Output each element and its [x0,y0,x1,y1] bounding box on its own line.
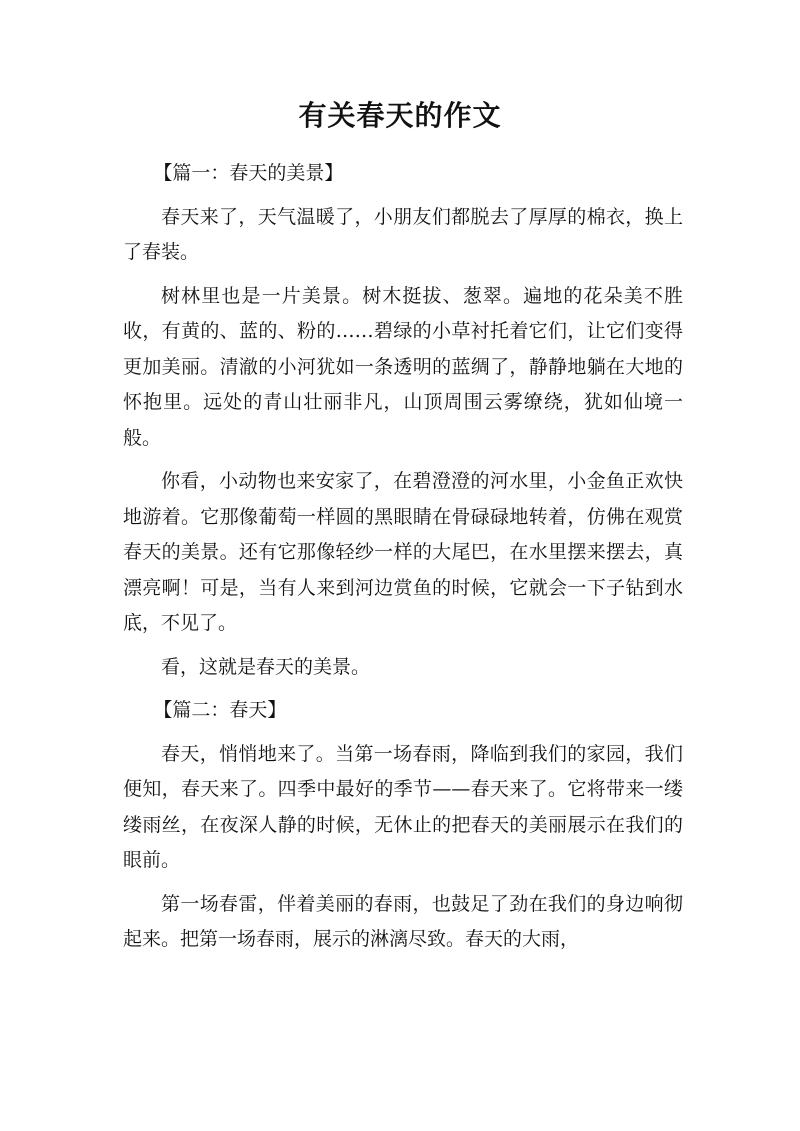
paragraph: 树林里也是一片美景。树木挺拔、葱翠。遍地的花朵美不胜收，有黄的、蓝的、粉的……碧绿的小草衬托着它们，让它们变得更加美丽。清澈的小河犹如一条透明的蓝绸了，静静地躺在大地的怀抱里。远处的青山壮丽非凡，山顶周围云雾缭绕，犹如仙境一般。 [123,284,683,449]
paragraph: 你看，小动物也来安家了，在碧澄澄的河水里，小金鱼正欢快地游着。它那像葡萄一样圆的黑眼睛在骨碌碌地转着，仿佛在观赏春天的美景。还有它那像轻纱一样的大尾巴，在水里摆来摆去，真漂亮啊！可是，当有人来到河边赏鱼的时候，它就会一下子钻到水底，不见了。 [123,470,683,634]
paragraph: 第一场春雷，伴着美丽的春雨，也鼓足了劲在我们的身边响彻起来。把第一场春雨，展示的淋漓尽致。春天的大雨， [123,892,683,950]
paragraph: 看，这就是春天的美景。 [161,655,371,678]
section-heading-1: 【篇一：春天的美景】 [153,162,344,184]
document-body [123,156,683,966]
paragraph: 春天，悄悄地来了。当第一场春雨，降临到我们的家园，我们便知，春天来了。四季中最好的季节——春天来了。它将带来一缕缕雨丝，在夜深人静的时候，无休止的把春天的美丽展示在我们的眼前。 [123,742,683,871]
section-heading-2: 【篇二：春天】 [153,699,287,721]
paragraph: 春天来了，天气温暖了，小朋友们都脱去了厚厚的棉衣，换上了春装。 [123,205,683,263]
document-title: 有关春天的作文 [298,99,502,132]
